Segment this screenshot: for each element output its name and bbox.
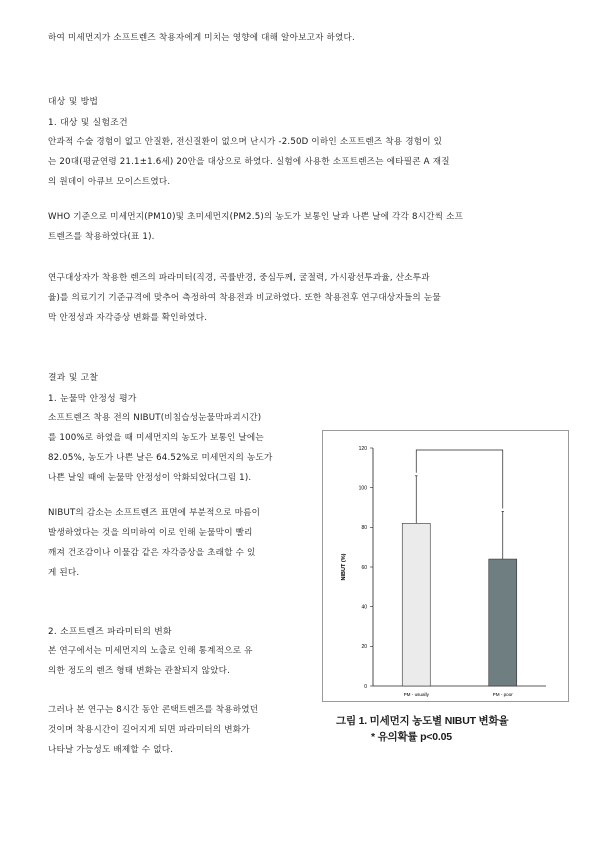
y-tick-label: 40 [361,604,367,611]
y-axis-label: NIBUT (%) [341,553,347,581]
y-tick-label: 0 [364,683,367,690]
results-subheading-2: 2. 소프트렌즈 파라미터의 변화 [48,627,172,637]
results-paragraph-1: 소프트렌즈 착용 전의 NIBUT(비침습성눈물막파괴시간) 를 100%로 하였을 때 미세먼지의 농도가 보통인 날에는 82.05%, 농도가 나쁜 날은 64.52%로 미세먼지의 농도가 나쁜 날일 때에 눈물막 안정성이 악화되었다(그림 1). [48,413,273,483]
results-subheading-1: 1. 눈물막 안정성 평가 [48,394,137,404]
y-tick-label: 20 [361,644,367,651]
bar-1 [489,559,517,686]
intro-line: 하여 미세먼지가 소프트렌즈 착용자에게 미치는 영향에 대해 알아보고자 하였다. [48,33,355,43]
x-tick-label-1: PM - poor [492,692,513,697]
methods-paragraph-3: 연구대상자가 착용한 렌즈의 파라미터(직경, 곡률반경, 중심두께, 굴절력, 가시광선투과율, 산소투과 율)를 의료기기 기준규격에 맞추어 측정하여 착용전과 비교하였다. 또한 착용전후 연구대상자들의 눈물 막 안정성과 자각증상 변화를 확인하였다. [48,273,441,323]
results-paragraph-2: NIBUT의 감소는 소프트렌즈 표면에 부분적으로 마름이 발생하였다는 것을 의미하여 이로 인해 눈물막이 빨리 깨져 건조감이나 이물감 같은 자각증상을 초래할 수 있 게 된다. [48,508,261,578]
y-tick-label: 100 [358,485,367,492]
significance-bracket [416,450,503,508]
bar-0 [402,523,430,686]
results-heading: 결과 및 고찰 [48,373,99,383]
methods-heading: 대상 및 방법 [48,97,99,107]
methods-paragraph-1: 안과적 수술 경험이 없고 안질환, 전신질환이 없으며 난시가 -2.50D 이하인 소프트렌즈 착용 경험이 있 는 20대(평균연령 21.1±1.6세) 20안을 대상으로 하였다. 실험에 사용한 소프트렌즈는 에타필콘 A 재질 의 원데이 아큐브 모이스트였다. [48,137,450,187]
nibut-bar-chart [323,431,568,701]
figure-nibut-chart [322,430,569,702]
y-tick-label: 60 [361,564,367,571]
y-tick-label: 120 [358,445,367,452]
figure-note: * 유의확률 p<0.05 [371,731,452,743]
figure-caption: 그림 1. 미세먼지 농도별 NIBUT 변화율 [336,715,509,727]
x-tick-label-0: PM - usually [403,692,429,697]
y-tick-label: 80 [361,525,367,532]
results-paragraph-3: 본 연구에서는 미세먼지의 노출로 인해 통계적으로 유 의한 정도의 렌즈 형태 변화는 관찰되지 않았다. [48,646,253,676]
results-paragraph-4: 그러나 본 연구는 8시간 동안 콘택트렌즈를 착용하였던 것이며 착용시간이 길어지게 되면 파라미터의 변화가 나타날 가능성도 배제할 수 없다. [48,705,259,755]
methods-subheading-1: 1. 대상 및 실험조건 [48,118,128,128]
methods-paragraph-2: WHO 기준으로 미세먼지(PM10)및 초미세먼지(PM2.5)의 농도가 보통인 날과 나쁜 날에 각각 8시간씩 소프 트렌즈를 착용하였다(표 1). [48,212,464,242]
